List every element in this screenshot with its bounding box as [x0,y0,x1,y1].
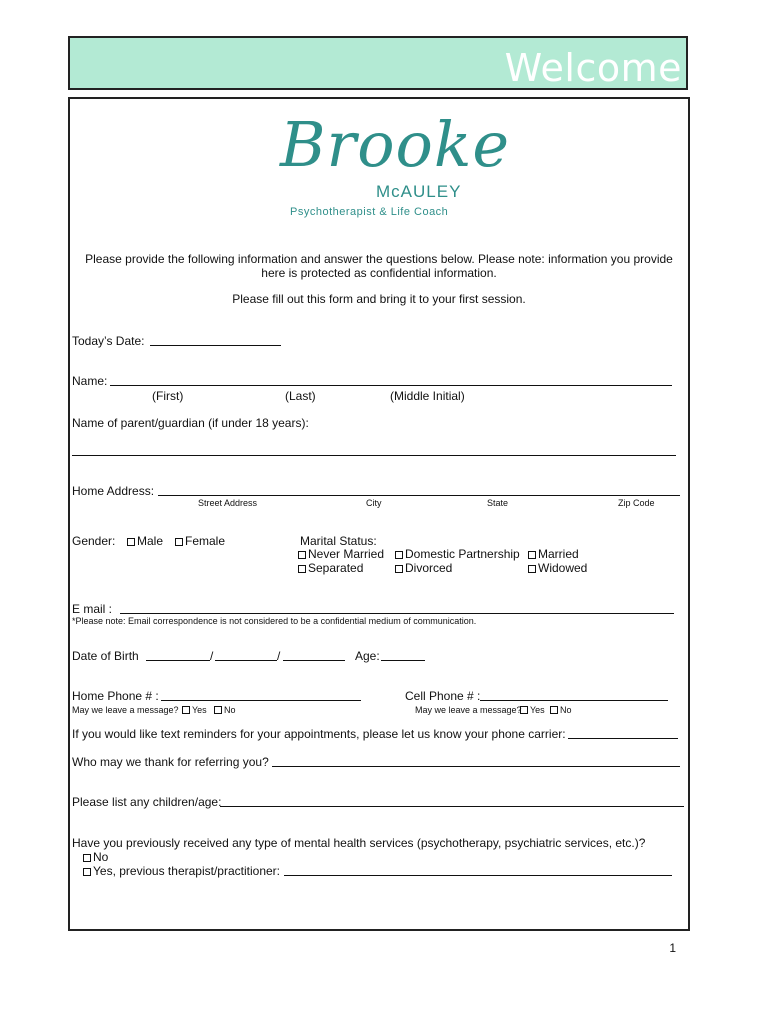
guardian-field[interactable] [72,455,676,456]
prev-services-question: Have you previously received any type of mental health services (psychotherapy, psychiatric services, etc.)? [72,836,646,850]
todays-date-field[interactable] [150,345,281,346]
phone-carrier-field[interactable] [568,738,678,739]
guardian-label: Name of parent/guardian (if under 18 years): [72,416,309,430]
cell-phone-label: Cell Phone # : [405,689,481,703]
gender-male-option[interactable]: Male [127,534,163,548]
checkbox-icon[interactable] [395,565,403,573]
home-message-question: May we leave a message? [72,705,179,715]
checkbox-icon[interactable] [127,538,135,546]
home-address-field[interactable] [158,495,680,496]
brand-logo [280,108,511,222]
home-message-yes-option[interactable]: Yes [182,705,207,715]
cell-message-no-option[interactable]: No [550,705,572,715]
home-phone-field[interactable] [161,700,361,701]
addr-street-caption: Street Address [198,498,258,508]
gender-label: Gender: [72,534,116,548]
referral-field[interactable] [272,766,680,767]
text-reminders-label: If you would like text reminders for your appointments, please let us know your phone carrier: [72,727,566,741]
intro-line-1: Please provide the following information and answer the questions below. Please note: information you provide [85,252,673,266]
cell-phone-field[interactable] [480,700,668,701]
age-field[interactable] [381,660,425,661]
marital-separated-option[interactable]: Separated [298,561,363,575]
checkbox-icon[interactable] [528,565,536,573]
children-field[interactable] [220,806,684,807]
checkbox-icon[interactable] [182,706,190,714]
email-note: *Please note: Email correspondence is not considered to be a confidential medium of communication. [72,616,477,626]
dob-label: Date of Birth [72,649,139,663]
age-label: Age: [355,649,380,663]
checkbox-icon[interactable] [520,706,528,714]
referral-label: Who may we thank for referring you? [72,755,269,769]
todays-date-label: Today’s Date: [72,334,145,348]
intro-line-3: Please fill out this form and bring it to your first session. [232,292,526,306]
prev-services-no-option[interactable]: No [83,850,108,864]
intro-line-2: here is protected as confidential information. [261,266,497,280]
page-number: 1 [669,941,676,955]
cell-message-yes-option[interactable]: Yes [520,705,545,715]
addr-zip-caption: Zip Code [618,498,655,508]
marital-domestic-option[interactable]: Domestic Partnership [395,547,520,561]
name-label: Name: [72,374,108,388]
home-address-label: Home Address: [72,484,155,498]
children-label: Please list any children/age: [72,795,222,809]
dob-month-field[interactable] [146,660,210,661]
dob-separator-2: / [277,649,281,663]
name-field[interactable] [110,385,672,386]
addr-state-caption: State [487,498,509,508]
marital-never-married-option[interactable]: Never Married [298,547,384,561]
checkbox-icon[interactable] [214,706,222,714]
logo-name: McAULEY [376,182,462,201]
prev-services-yes-option[interactable]: Yes, previous therapist/practitioner: [83,864,280,878]
cell-message-question: May we leave a message? [415,705,522,715]
checkbox-icon[interactable] [83,854,91,862]
marital-widowed-option[interactable]: Widowed [528,561,587,575]
checkbox-icon[interactable] [298,565,306,573]
addr-city-caption: City [366,498,382,508]
previous-therapist-field[interactable] [284,875,672,876]
name-first-caption: (First) [152,389,184,403]
home-message-no-option[interactable]: No [214,705,236,715]
checkbox-icon[interactable] [528,551,536,559]
banner-title: Welcome [504,46,682,90]
checkbox-icon[interactable] [175,538,183,546]
checkbox-icon[interactable] [298,551,306,559]
email-label: E mail : [72,602,113,616]
home-phone-label: Home Phone # : [72,689,159,703]
email-field[interactable] [120,613,674,614]
logo-script: Brooke [280,108,511,181]
gender-female-option[interactable]: Female [175,534,225,548]
checkbox-icon[interactable] [550,706,558,714]
dob-day-field[interactable] [215,660,277,661]
name-last-caption: (Last) [285,389,316,403]
name-middle-caption: (Middle Initial) [390,389,465,403]
checkbox-icon[interactable] [395,551,403,559]
marital-label: Marital Status: [300,534,377,548]
logo-subtitle: Psychotherapist & Life Coach [290,206,449,218]
dob-year-field[interactable] [283,660,345,661]
marital-married-option[interactable]: Married [528,547,579,561]
checkbox-icon[interactable] [83,868,91,876]
welcome-banner [68,36,688,90]
marital-divorced-option[interactable]: Divorced [395,561,452,575]
dob-separator-1: / [210,649,214,663]
